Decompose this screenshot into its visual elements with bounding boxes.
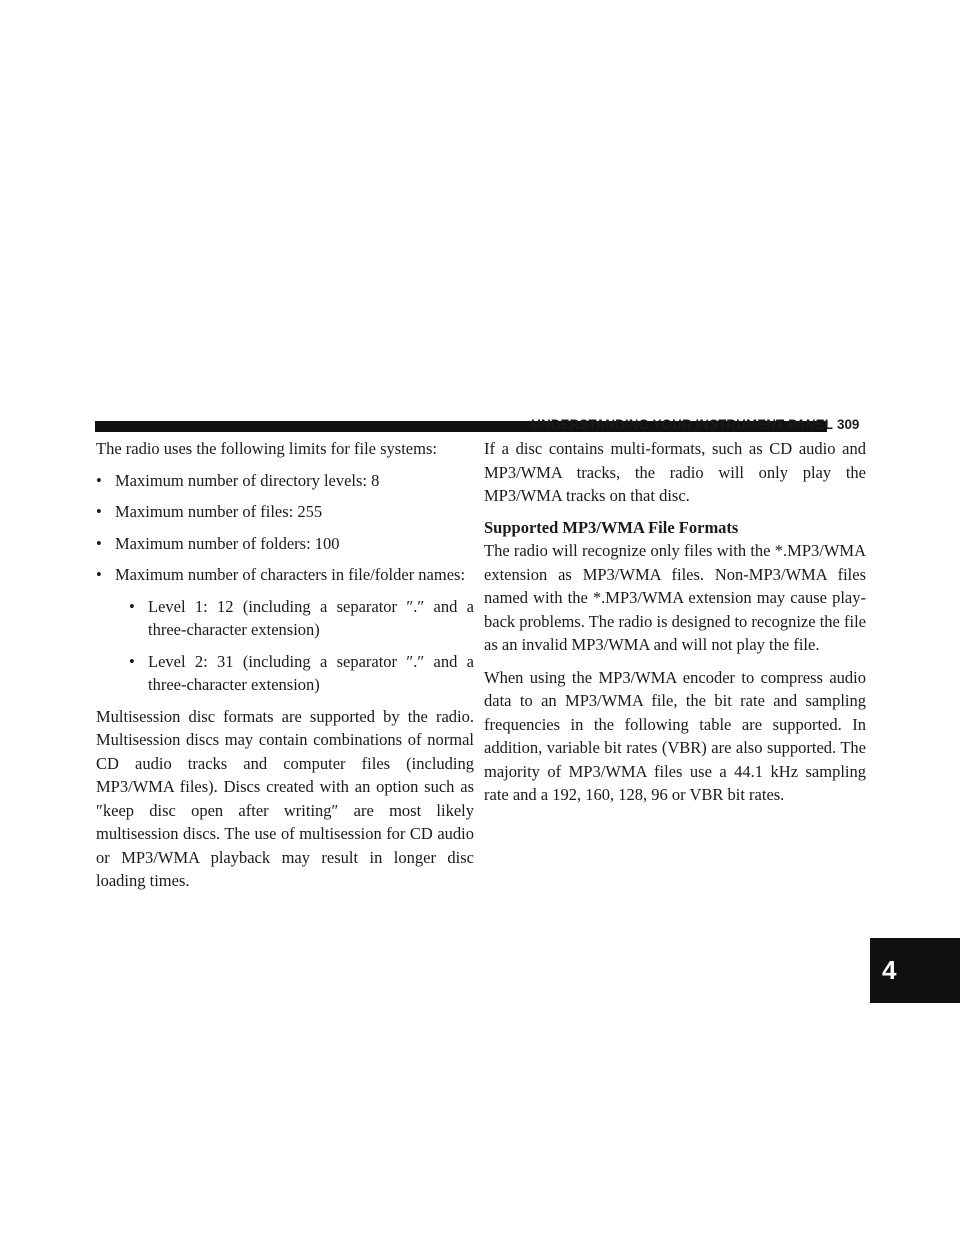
sub-list — [129, 595, 474, 697]
sub-list-item: • Level 2: 31 (including a separator ″.″ and a three-character extension) — [129, 650, 474, 697]
list-item: • Maximum number of folders: 100 — [96, 532, 474, 556]
right-column — [484, 437, 866, 807]
left-column — [96, 437, 474, 893]
section-heading: Supported MP3/WMA File Formats — [484, 517, 739, 537]
page-number: 309 — [837, 417, 860, 432]
list-item: • Maximum number of directory levels: 8 — [96, 469, 474, 493]
encoder-paragraph: When using the MP3/WMA encoder to compress audio data to an MP3/WMA file, the bit rate and sampling frequencies in the following table are supported. In addition, variable bit rates (VBR) are also supported. The majority of MP3/WMA files use a 44.1 kHz sampling rate and a 192, 160, 128, 96 or VBR bit rates. — [484, 667, 866, 804]
intro-text: The radio uses the following limits for file systems: — [96, 439, 437, 458]
section-header-text: UNDERSTANDING YOUR INSTRUMENT PANEL — [531, 417, 833, 432]
list-item — [96, 563, 474, 697]
limits-list — [96, 469, 474, 697]
list-item: • Maximum number of files: 255 — [96, 500, 474, 524]
sub-list-item: • Level 1: 12 (including a separator ″.″ and a three-character extension) — [129, 595, 474, 642]
list-item-text: Maximum number of characters in file/folder names: — [115, 565, 466, 584]
chapter-tab: 4 — [870, 938, 960, 1003]
file-format-paragraph: The radio will recognize only files with the *.MP3/WMA extension as MP3/WMA files. Non-MP3/WMA files named with the *.MP3/WMA extension may cause play-back problems. The radio is designed to recognize the file as an invalid MP3/WMA and will not play the file. — [484, 541, 866, 654]
multiformat-paragraph: If a disc contains multi-formats, such as CD audio and MP3/WMA tracks, the radio will only play the MP3/WMA tracks on that disc. — [484, 439, 866, 505]
multisession-paragraph: Multisession disc formats are supported by the radio. Multisession discs may contain combinations of normal CD audio tracks and computer files (including MP3/WMA files). Discs created with an option such as ″keep disc open after writing″ are most likely multisession discs. The use of multisession for CD audio or MP3/WMA playback may result in longer disc loading times. — [96, 706, 474, 890]
